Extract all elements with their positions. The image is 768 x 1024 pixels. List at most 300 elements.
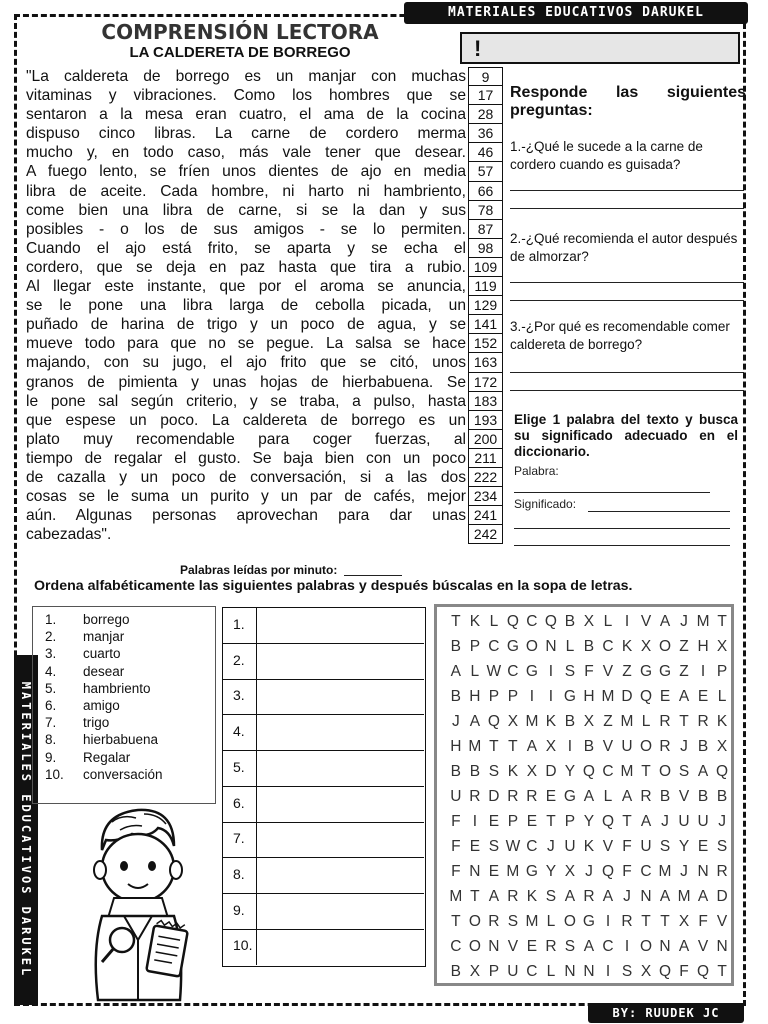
word-search-letter[interactable]: G [582,913,595,930]
word-search-letter[interactable]: O [468,938,481,955]
word-list-item [45,682,151,696]
word-search-letter[interactable]: S [507,913,519,930]
wpm-line[interactable] [344,575,402,576]
name-field[interactable] [460,32,740,64]
word-search-letter[interactable]: E [526,813,538,830]
word-search-letter[interactable]: B [716,788,728,805]
word-search-letter[interactable]: E [526,938,538,955]
word-list-number: 3. [45,646,57,662]
meaning-line[interactable] [588,511,730,512]
word-search-letter[interactable]: Q [716,763,729,780]
brand-banner-side-text: MATERIALES EDUCATIVOS DARUKEL [19,681,33,979]
word-search-letter[interactable]: N [640,888,652,905]
word-search-letter[interactable]: Z [679,638,689,655]
word-search-letter[interactable]: X [640,638,652,655]
word-search-letter[interactable]: K [716,713,728,730]
word-search-letter[interactable]: M [620,763,634,780]
word-search-letter[interactable]: X [640,963,652,980]
answer-line[interactable] [510,300,744,301]
word-list-word: Regalar [83,749,131,765]
word-search-letter[interactable]: I [548,663,554,680]
word-search-letter[interactable]: C [526,838,538,855]
reading-line: le pone sal según criterio, y se traba, a pulso, hasta [26,392,466,410]
word-search-letter[interactable]: O [525,638,538,655]
reading-line: come bien una libra de carne, si se la dan y sus [26,201,466,219]
reading-line: plato muy recomendable para coger fuerzas, al [26,430,466,448]
word-search-letter[interactable]: H [469,688,481,705]
word-search-letter[interactable]: P [469,638,481,655]
reading-line: cabezadas". [26,526,112,544]
word-search-letter[interactable]: M [525,913,539,930]
word-search-letter[interactable]: S [564,938,576,955]
answer-row[interactable] [223,644,424,680]
word-search-letter[interactable]: Z [603,713,613,730]
word-list-number: 6. [45,698,57,713]
word-search-letter[interactable]: R [640,788,652,805]
word-search-letter[interactable]: K [507,763,519,780]
word-search-letter[interactable]: O [468,913,481,930]
word-search-letter[interactable]: A [640,813,652,830]
word-search-letter[interactable]: W [505,838,521,855]
answer-row[interactable] [223,679,424,715]
word-search-letter[interactable]: K [526,888,538,905]
word-search-letter[interactable]: R [507,788,519,805]
word-search-letter[interactable]: L [641,713,651,730]
word-search-letter[interactable]: D [488,788,500,805]
word-search-letter[interactable]: A [583,938,595,955]
dictionary-instruction: Elige 1 palabra del texto y busca su significado adecuado en el diccionario. [514,412,738,459]
word-search-letter[interactable]: L [470,663,480,680]
word-search-letter[interactable]: N [469,863,481,880]
reading-line: tiempo de regalar el gusto. Se baja bien con un poco [26,449,466,467]
reading-line: se le pone una libra larga de cebolla picada, un [26,297,466,315]
word-search-letter[interactable]: B [564,713,576,730]
word-search-letter[interactable]: C [602,938,614,955]
word-search-letter[interactable]: R [469,788,481,805]
word-search-letter[interactable]: N [545,638,557,655]
answer-row[interactable] [223,751,424,787]
word-list-word: amigo [83,698,120,713]
word-search-letter[interactable]: B [583,738,595,755]
word-search-row [447,688,731,710]
word-search-letter[interactable]: E [488,813,500,830]
word-search-letter[interactable]: Y [564,763,576,780]
reading-line: cosas se le suma un purito y un par de cafés, mejor [26,488,466,506]
word-search-letter[interactable]: S [716,838,728,855]
word-search-letter[interactable]: A [621,788,633,805]
answer-line[interactable] [510,390,744,391]
word-search-letter[interactable]: F [451,838,461,855]
word-search-letter[interactable]: E [697,688,709,705]
word-search-letter[interactable]: S [659,838,671,855]
word-search-letter[interactable]: L [489,613,499,630]
word-search-letter[interactable]: G [506,638,519,655]
word-search-letter[interactable]: L [603,613,613,630]
word-search-letter[interactable]: J [680,863,688,880]
word-search-letter[interactable]: X [545,738,557,755]
word-search-letter[interactable]: A [526,738,538,755]
reading-title: LA CALDERETA DE BORREGO [129,44,351,61]
word-search-letter[interactable]: O [639,738,653,755]
activity-instruction: Ordena alfabéticamente las siguientes palabras y después búscalas en la sopa de letras. [34,578,633,594]
word-search-letter[interactable]: T [451,913,461,930]
answer-row[interactable] [223,858,424,894]
word-search-letter[interactable]: J [680,613,688,630]
word-search-letter[interactable]: Y [583,813,595,830]
meaning-line[interactable] [514,528,730,529]
word-search-letter[interactable]: C [526,963,538,980]
word-list-number: 2. [45,629,57,645]
word-search-letter[interactable]: P [488,963,500,980]
word-search-letter[interactable]: Q [639,688,653,705]
word-search-letter[interactable]: Y [678,838,690,855]
word-search-letter[interactable]: T [660,913,670,930]
word-search-letter[interactable]: B [697,738,709,755]
word-search-letter[interactable]: D [716,888,728,905]
word-search-letter[interactable]: T [717,963,727,980]
word-count-cell: 172 [468,373,503,392]
word-search-letter[interactable]: E [488,863,500,880]
word-search-letter[interactable]: X [564,863,576,880]
word-search-letter[interactable]: Z [679,663,689,680]
word-search-letter[interactable]: J [718,813,726,830]
word-search-letter[interactable]: B [469,763,481,780]
word-search-letter[interactable]: I [624,613,630,630]
word-search-letter[interactable]: P [716,663,728,680]
word-search-letter[interactable]: B [583,638,595,655]
word-search-letter[interactable]: I [605,913,611,930]
word-search-letter[interactable]: U [621,738,633,755]
word-search-letter[interactable]: K [469,613,481,630]
word-list-item [45,699,120,713]
word-search-letter[interactable]: A [488,888,500,905]
word-search-letter[interactable]: S [488,763,500,780]
word-search-row [447,613,731,635]
word-search-letter[interactable]: D [621,688,633,705]
word-search-letter[interactable]: E [545,788,557,805]
word-search-letter[interactable]: R [526,788,538,805]
word-search-letter[interactable]: M [696,613,710,630]
meaning-label: Significado: [514,497,577,511]
word-search-letter[interactable]: Q [582,763,595,780]
answer-row[interactable] [223,715,424,751]
word-search-letter[interactable]: A [697,763,709,780]
word-search-letter[interactable]: N [716,938,728,955]
word-search-letter[interactable]: I [472,813,478,830]
answer-row[interactable] [223,608,424,644]
word-search-letter[interactable]: L [546,913,556,930]
word-search-letter[interactable]: L [565,638,575,655]
word-search-letter[interactable]: E [697,838,709,855]
word-search-letter[interactable]: X [469,963,481,980]
word-search-letter[interactable]: B [450,688,462,705]
word-count-cell: 152 [468,334,503,353]
word-search-letter[interactable]: F [451,813,461,830]
word-search-letter[interactable]: Q [506,613,519,630]
word-search-letter[interactable]: B [450,963,462,980]
word-search-letter[interactable]: B [564,613,576,630]
answer-row[interactable] [223,822,424,858]
word-search-letter[interactable]: R [507,888,519,905]
word-search-letter[interactable]: X [507,713,519,730]
word-search-letter[interactable]: Y [545,863,557,880]
word-search-letter[interactable]: F [622,863,632,880]
word-search-letter[interactable]: K [545,713,557,730]
answer-row-number: 8. [223,858,257,893]
word-list-item [45,665,124,679]
word-search-letter[interactable]: O [658,638,672,655]
word-search-letter[interactable]: T [546,813,556,830]
word-search-letter[interactable]: L [546,963,556,980]
word-search-letter[interactable]: T [679,713,689,730]
word-search-letter[interactable]: G [563,688,576,705]
word-search-letter[interactable]: U [507,963,519,980]
word-search-letter[interactable]: V [678,788,690,805]
word-search-letter[interactable]: B [450,638,462,655]
word-search-letter[interactable]: N [697,863,709,880]
word-search-letter[interactable]: X [583,613,595,630]
word-search-letter[interactable]: O [639,938,653,955]
word-search-letter[interactable]: C [488,638,500,655]
word-search-letter[interactable]: N [564,963,576,980]
word-search-letter[interactable]: C [602,763,614,780]
word-search-letter[interactable]: F [622,838,632,855]
word-search-letter[interactable]: J [680,738,688,755]
word-search-letter[interactable]: V [697,938,709,955]
word-search-letter[interactable]: A [697,888,709,905]
reading-line: granos de pimienta y unas hojas de hierbabuena. Se [26,373,466,391]
word-search-letter[interactable]: M [525,713,539,730]
word-search-letter[interactable]: I [624,938,630,955]
word-search-letter[interactable]: J [585,863,593,880]
word-search-letter[interactable]: I [548,688,554,705]
word-search-letter[interactable]: A [659,613,671,630]
word-search-letter[interactable]: A [678,688,690,705]
word-list [32,606,216,804]
word-search-letter[interactable]: Q [544,613,557,630]
word-search-letter[interactable]: I [700,663,706,680]
answer-line[interactable] [510,282,744,283]
answer-row[interactable] [223,894,424,930]
word-search-letter[interactable]: V [640,613,652,630]
word-search-letter[interactable]: X [526,763,538,780]
word-count-cell: 36 [468,124,503,143]
word-search-letter[interactable]: N [659,938,671,955]
word-search-letter[interactable]: M [449,888,463,905]
word-search-letter[interactable]: L [603,788,613,805]
answer-line[interactable] [510,208,744,209]
word-search-letter[interactable]: S [545,888,557,905]
word-count-column [468,67,503,544]
word-search-letter[interactable]: F [451,863,461,880]
word-search-letter[interactable]: X [678,913,690,930]
word-search-letter[interactable]: R [716,863,728,880]
word-search-letter[interactable]: G [525,863,538,880]
word-search-letter[interactable]: R [697,713,709,730]
word-search-letter[interactable]: H [697,638,709,655]
word-list-number: 4. [45,663,57,679]
word-search-letter[interactable]: W [486,663,502,680]
word-search-letter[interactable]: U [697,813,709,830]
word-search-letter[interactable]: A [564,888,576,905]
word-search-letter[interactable]: M [601,688,615,705]
word-search-letter[interactable]: N [488,938,500,955]
word-search-letter[interactable]: A [469,713,481,730]
word-search-letter[interactable]: T [489,738,499,755]
word-search-letter[interactable]: A [602,888,614,905]
word-search-letter[interactable]: K [583,838,595,855]
word-search-letter[interactable]: G [525,663,538,680]
word-search-letter[interactable]: C [640,863,652,880]
word-search-letter[interactable]: V [507,938,519,955]
word-search-letter[interactable]: Z [622,663,632,680]
word-search-letter[interactable]: P [488,688,500,705]
word-search-letter[interactable]: T [622,813,632,830]
word-search-letter[interactable]: P [507,688,519,705]
word-search-letter[interactable]: O [563,913,576,930]
word-search-letter[interactable]: X [583,713,595,730]
word-search-letter[interactable]: Q [697,963,710,980]
word-list-word: trigo [83,715,110,731]
word-search-letter[interactable]: H [450,738,462,755]
word-count-cell: 87 [468,220,503,239]
word-search-letter[interactable]: D [545,763,557,780]
word-search-letter[interactable]: T [508,738,518,755]
answer-row-number: 9. [223,894,257,929]
word-search-letter[interactable]: S [621,963,633,980]
word-search-letter[interactable]: V [602,738,614,755]
word-search-letter[interactable]: C [602,638,614,655]
word-search-letter[interactable]: C [507,663,519,680]
word-search-letter[interactable]: M [468,738,482,755]
word-search-letter[interactable]: G [658,663,672,680]
answer-row-number: 10. [223,929,257,965]
word-search-letter[interactable]: J [451,713,460,730]
word-search-letter[interactable]: M [620,713,634,730]
word-search-letter[interactable]: T [641,763,651,780]
word-search-letter[interactable]: A [678,938,690,955]
word-search-letter[interactable]: J [623,888,631,905]
word-search-letter[interactable]: S [564,663,576,680]
word-search-letter[interactable]: Q [487,713,500,730]
word-list-item [45,647,121,661]
word-search-letter[interactable]: R [583,888,595,905]
word-search-letter[interactable]: Q [601,813,614,830]
word-search-letter[interactable]: A [659,888,671,905]
word-search-letter[interactable]: C [450,938,462,955]
word-search-letter[interactable]: T [470,888,480,905]
word-search-letter[interactable]: P [507,813,519,830]
word-search-letter[interactable]: B [450,763,462,780]
word-search-letter[interactable]: J [547,838,555,855]
word-search-letter[interactable]: R [621,913,633,930]
word-search-letter[interactable]: V [602,838,614,855]
word-search-letter[interactable]: G [563,788,576,805]
word-search-letter[interactable]: M [506,863,520,880]
word-search-letter[interactable]: U [564,838,576,855]
answer-row-number: 5. [223,751,257,786]
word-search-letter[interactable]: I [567,738,573,755]
word-search-letter[interactable]: C [526,613,538,630]
word-search-letter[interactable]: S [488,838,500,855]
word-list-word: borrego [83,612,130,627]
word-search-letter[interactable]: Q [601,863,614,880]
word-search-letter[interactable]: M [677,888,691,905]
word-search-letter[interactable]: I [605,963,611,980]
word-search-letter[interactable]: B [697,788,709,805]
word-search-letter[interactable]: R [488,913,500,930]
word-search-letter[interactable]: U [450,788,462,805]
word-search-letter[interactable]: S [678,763,690,780]
answer-row[interactable] [223,929,424,965]
word-search-letter[interactable]: E [469,838,481,855]
answer-line[interactable] [510,372,744,373]
word-search-letter[interactable]: M [658,863,672,880]
word-list-word: manjar [83,629,125,645]
word-search-letter[interactable]: L [717,688,727,705]
word-search-letter[interactable]: V [602,663,614,680]
word-search-letter[interactable]: U [678,813,690,830]
word-search-letter[interactable]: F [679,963,689,980]
word-search-letter[interactable]: I [529,688,535,705]
word-search-letter[interactable]: E [659,688,671,705]
word-list-word: hambriento [83,680,151,696]
word-search-letter[interactable]: X [716,638,728,655]
word-list-item [45,630,124,644]
word-search-row [447,863,731,885]
answer-line[interactable] [510,190,744,191]
word-list-item [45,733,158,747]
word-search-letter[interactable]: Q [658,963,672,980]
answer-row[interactable] [223,787,424,823]
word-search-letter[interactable]: P [564,813,576,830]
word-count-cell: 46 [468,143,503,162]
word-search-letter[interactable]: J [661,813,669,830]
word-search-letter[interactable]: R [659,738,671,755]
word-search-letter[interactable]: G [639,663,653,680]
word-search-letter[interactable]: T [451,613,461,630]
reading-line: dispuso cinco libras. La carne de cordero merma [26,125,466,143]
word-search-letter[interactable]: N [583,963,595,980]
word-search-letter[interactable]: K [621,638,633,655]
word-search-letter[interactable]: F [698,913,708,930]
word-search-letter[interactable]: F [584,663,594,680]
word-search-letter[interactable]: T [717,613,727,630]
word-search-letter[interactable]: O [658,763,672,780]
word-search-letter[interactable]: A [583,788,595,805]
word-count-cell: 28 [468,105,503,124]
answer-row-number: 6. [223,787,257,822]
meaning-line[interactable] [514,545,730,546]
word-search-letter[interactable]: V [716,913,728,930]
word-search-row [447,913,731,935]
reading-line: cordero, que se deja en paz hasta que tira a rubio. [26,258,466,276]
word-search-letter[interactable]: R [545,938,557,955]
word-list-item [45,768,163,782]
word-search-letter[interactable]: B [659,788,671,805]
word-search-row [447,638,731,660]
word-list-item [45,751,130,765]
word-line[interactable] [514,492,710,493]
word-search-letter[interactable]: U [640,838,652,855]
word-count-cell: 119 [468,277,503,296]
word-search-letter[interactable]: A [450,663,462,680]
word-search-letter[interactable]: T [641,913,651,930]
word-list-word: desear [83,663,125,679]
word-search-letter[interactable]: X [716,738,728,755]
word-search-letter[interactable]: R [659,713,671,730]
word-search-letter[interactable]: H [583,688,595,705]
